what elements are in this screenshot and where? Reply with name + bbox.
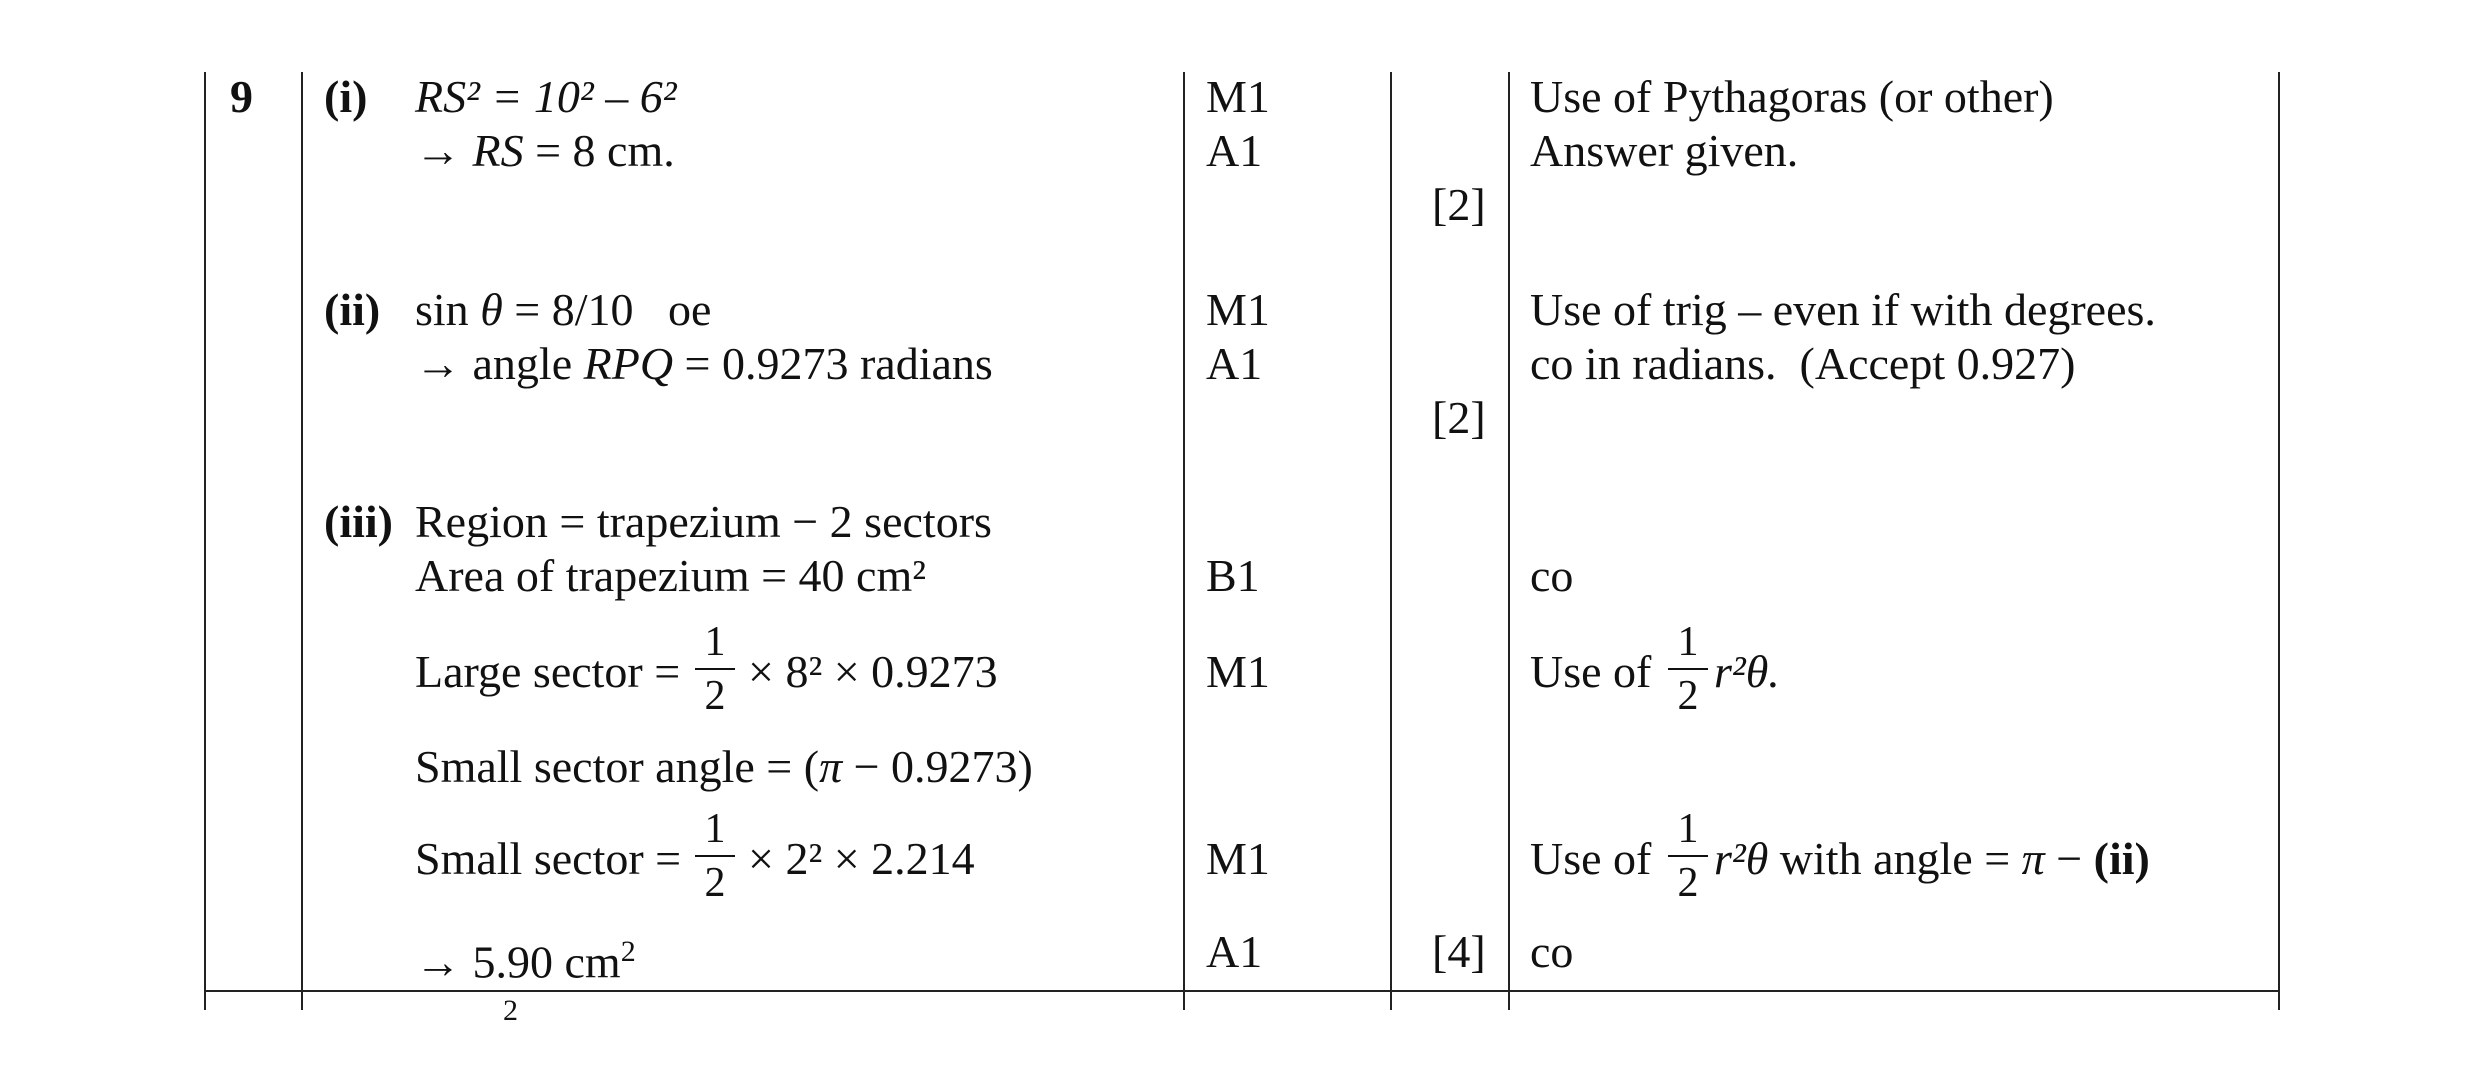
fraction-bar <box>695 855 735 857</box>
sin-value: = 8/10 oe <box>502 284 712 335</box>
column-divider-answer <box>1183 72 1185 1010</box>
fraction-half-guidance-2 <box>1666 805 1710 907</box>
fraction-half-large-sector <box>693 618 737 720</box>
part-i-total: [2] <box>1432 179 1486 230</box>
rpq-text: RPQ <box>583 338 674 389</box>
sin-text: sin <box>415 284 481 335</box>
small-angle-value: − 0.9273) <box>842 741 1033 792</box>
part-iii-guidance-co2: co <box>1530 926 1574 977</box>
part-iii-line1: Region = trapezium − 2 sectors <box>415 496 992 547</box>
small-sector-angle <box>415 740 1033 794</box>
guidance-formula-2 <box>1714 832 2150 886</box>
fraction-bar <box>695 668 735 670</box>
minus-text: − <box>2044 833 2094 884</box>
part-i-mark1: M1 <box>1206 71 1270 122</box>
column-divider-mark <box>1390 72 1392 1010</box>
pi-symbol: π <box>2021 833 2045 884</box>
fraction-bar <box>1668 668 1708 670</box>
fraction-numerator: 1 <box>704 619 726 665</box>
question-number: 9 <box>230 71 253 122</box>
guidance-formula-1: r²θ. <box>1714 646 1780 697</box>
column-divider-question <box>301 72 303 1010</box>
part-i-mark2: A1 <box>1206 125 1263 176</box>
part-i-line2 <box>415 124 675 178</box>
part-ii-line2 <box>415 337 993 391</box>
part-i-label: (i) <box>324 71 368 122</box>
part-iii-mark-m1-large: M1 <box>1206 646 1270 697</box>
part-ii-reference: (ii) <box>2093 833 2150 884</box>
part-ii-guidance1: Use of trig – even if with degrees. <box>1530 284 2156 335</box>
part-iii-total: [4] <box>1432 926 1486 977</box>
part-ii-mark1: M1 <box>1206 284 1270 335</box>
fraction-denominator: 2 <box>704 860 726 906</box>
small-sector-expression: × 2² × 2.214 <box>748 833 975 884</box>
part-iii-guidance-co1: co <box>1530 550 1574 601</box>
fraction-half-small-sector <box>693 805 737 907</box>
part-i-line1 <box>415 70 677 124</box>
column-divider-total <box>1508 72 1510 1010</box>
part-iii-mark-m1-small: M1 <box>1206 833 1270 884</box>
part-iii-line2: Area of trapezium = 40 cm² <box>415 550 927 601</box>
fraction-denominator: 2 <box>1677 860 1699 906</box>
fraction-half-guidance-1 <box>1666 618 1710 720</box>
part-i-guidance1: Use of Pythagoras (or other) <box>1530 71 2054 122</box>
next-row-clipped-glyph: 2 <box>503 994 518 1027</box>
part-i-guidance2: Answer given. <box>1530 125 1799 176</box>
table-left-border <box>204 72 206 1010</box>
part-iii-final-answer <box>415 925 636 989</box>
large-sector-expression: × 8² × 0.9273 <box>748 646 998 697</box>
fraction-numerator: 1 <box>704 806 726 852</box>
part-iii-mark-a1: A1 <box>1206 926 1263 977</box>
guidance-use-of-formula-2: Use of <box>1530 833 1652 884</box>
small-sector-label: Small sector = <box>415 833 682 884</box>
part-i-rs: RS <box>472 125 524 176</box>
part-i-equation: RS² = 10² – 6² <box>415 71 677 122</box>
part-iii-label: (iii) <box>324 496 393 547</box>
table-right-border <box>2278 72 2280 1010</box>
small-angle-text: Small sector angle = ( <box>415 741 820 792</box>
fraction-numerator: 1 <box>1677 619 1699 665</box>
part-ii-guidance2: co in radians. (Accept 0.927) <box>1530 338 2076 389</box>
angle-text: → angle <box>415 338 584 389</box>
part-iii-mark-b1: B1 <box>1206 550 1260 601</box>
angle-value: = 0.9273 radians <box>673 338 993 389</box>
part-i-result: = 8 cm. <box>523 125 675 176</box>
guidance-use-of-formula-1: Use of <box>1530 646 1652 697</box>
final-answer-value: → 5.90 cm <box>415 936 621 988</box>
fraction-denominator: 2 <box>1677 673 1699 719</box>
large-sector-label: Large sector = <box>415 646 681 697</box>
with-angle-text: with angle = <box>1768 833 2022 884</box>
table-bottom-rule <box>204 990 2280 992</box>
arrow-symbol: → <box>415 125 461 176</box>
fraction-bar <box>1668 855 1708 857</box>
part-ii-line1 <box>415 283 711 337</box>
part-ii-label: (ii) <box>324 284 381 335</box>
theta-symbol: θ <box>480 284 503 335</box>
fraction-denominator: 2 <box>704 673 726 719</box>
formula-r2theta: r²θ <box>1714 833 1769 884</box>
fraction-numerator: 1 <box>1677 806 1699 852</box>
pi-symbol: π <box>819 741 843 792</box>
final-answer-exponent: 2 <box>620 935 636 968</box>
part-ii-mark2: A1 <box>1206 338 1263 389</box>
part-ii-total: [2] <box>1432 392 1486 443</box>
